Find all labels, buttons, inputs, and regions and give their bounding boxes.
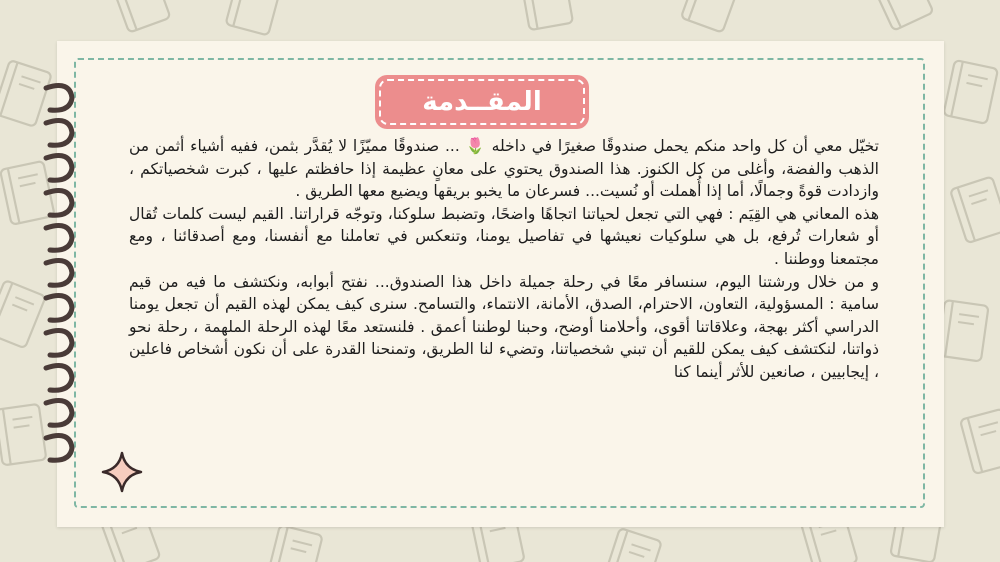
title-badge [375, 75, 589, 129]
spiral-ring-icon [46, 331, 72, 356]
spiral-ring-icon [46, 86, 72, 111]
intro-text [129, 135, 879, 384]
spiral-ring-icon [46, 156, 72, 181]
spiral-ring-icon [46, 261, 72, 286]
spiral-ring-icon [46, 296, 72, 321]
paragraph-3: و من خلال ورشتنا اليوم، سنسافر معًا في رحلة جميلة داخل هذا الصندوق... نفتح أبوابه، ونكتشف ما فيه من قيم سامية : المسؤولية، التعاون، الاحترام، الصدق، الأمانة، الانتماء، والتسامح. سنرى كيف يمكن لهذه القيم أن تجعل يومنا الدراسي أكثر بهجة، وعلاقاتنا أقوى، وأحلامنا أوضح، وحبنا لوطننا أعمق . فلنستعد معًا لهذه الرحلة الملهمة ، رحلة نحو ذواتنا، لنكتشف كيف يمكن للقيم أن تبني شخصياتنا، وتضيء لنا الطريق، وتمنحنا القدرة على أن نكون أشخاص فاعلين ، إيجابيين ، صانعين للأثر أينما كنا [129, 272, 879, 381]
page-title: المقــدمة [422, 87, 542, 117]
content-card [57, 41, 944, 527]
spiral-ring-icon [46, 401, 72, 426]
four-point-star-icon [100, 450, 144, 494]
paragraph-2: هذه المعاني هي القِيَم : فهي التي تجعل لحياتنا اتجاهًا واضحًا، وتضبط سلوكنا، وتوجّه قراراتنا. القيم ليست كلمات تُقال أو شعارات تُرفع، بل هي سلوكيات نعيشها في تفاصيل يومنا، وتنعكس في تعاملنا مع أنفسنا، ومع أصدقائنا ، ومع مجتمعنا ووطننا . [129, 204, 879, 268]
spiral-ring-icon [46, 366, 72, 391]
spiral-ring-icon [46, 436, 72, 461]
spiral-ring-icon [46, 226, 72, 251]
spiral-ring-icon [46, 191, 72, 216]
spiral-ring-icon [46, 121, 72, 146]
paragraph-1: تخيّل معي أن كل واحد منكم يحمل صندوقًا صغيرًا في داخله 🌷 ... صندوقًا مميّزًا لا يُقدَّر بثمن، ففيه أشياء أثمن من الذهب والفضة، وأغلى من كل الكنوز. هذا الصندوق يحتوي على معانٍ عظيمة إذا حافظتم عليها ، كبرت شخصياتكم ، وازدادت قوةً وجمالًا، أما إذا أُهملت أو نُسيت... فسرعان ما يخبو بريقها ويضيع معها الطريق . [129, 137, 879, 201]
